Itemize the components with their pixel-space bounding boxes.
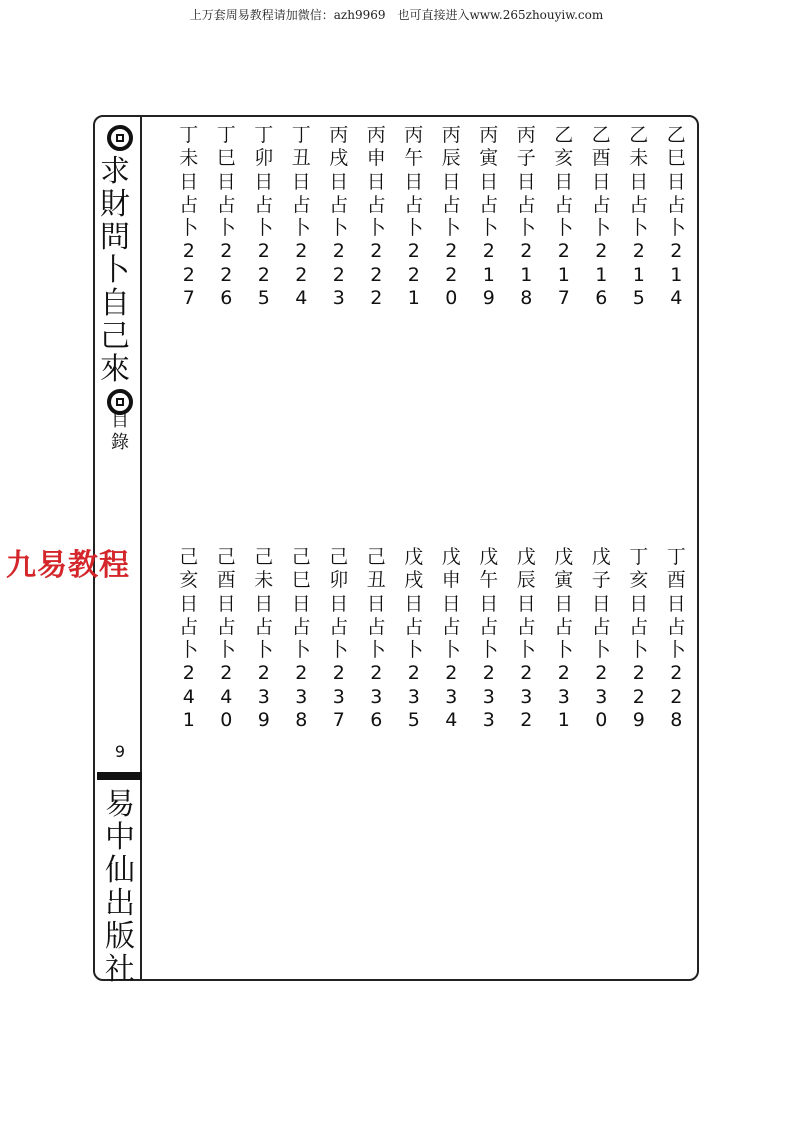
toc-entry[interactable]: 戊 戌 日 占 卜 2 3 5 <box>404 546 424 732</box>
toc-entry[interactable]: 己 未 日 占 卜 2 3 9 <box>254 546 274 732</box>
toc-entry[interactable]: 丙 寅 日 占 卜 2 1 9 <box>479 124 499 310</box>
title-char: 求 <box>100 154 130 189</box>
toc-entry[interactable]: 己 卯 日 占 卜 2 3 7 <box>329 546 349 732</box>
publisher-char: 出 <box>105 886 135 921</box>
toc-entry[interactable]: 己 巳 日 占 卜 2 3 8 <box>291 546 311 732</box>
toc-entry[interactable]: 戊 寅 日 占 卜 2 3 1 <box>554 546 574 732</box>
subtitle-char: 錄 <box>111 432 129 453</box>
toc-entry[interactable]: 丙 午 日 占 卜 2 2 1 <box>404 124 424 310</box>
publisher-char: 社 <box>105 952 135 987</box>
section-label <box>100 410 140 454</box>
divider-bar <box>97 772 142 780</box>
toc-entry[interactable]: 丁 酉 日 占 卜 2 2 8 <box>666 546 686 732</box>
publisher-name <box>100 788 140 986</box>
subtitle-char: 目 <box>111 410 129 431</box>
page-number: 9 <box>114 742 126 761</box>
toc-bottom-block <box>170 546 695 732</box>
title-char: 問 <box>100 220 130 255</box>
publisher-char: 易 <box>105 787 135 822</box>
toc-entry[interactable]: 己 酉 日 占 卜 2 4 0 <box>216 546 236 732</box>
toc-entry[interactable]: 丁 巳 日 占 卜 2 2 6 <box>216 124 236 310</box>
title-char: 財 <box>100 187 130 222</box>
title-char: 卜 <box>100 253 130 288</box>
toc-entry[interactable]: 戊 午 日 占 卜 2 3 3 <box>479 546 499 732</box>
toc-entry[interactable]: 己 丑 日 占 卜 2 3 6 <box>366 546 386 732</box>
toc-entry[interactable]: 乙 巳 日 占 卜 2 1 4 <box>666 124 686 310</box>
title-char: 自 <box>100 286 130 321</box>
toc-entry[interactable]: 乙 亥 日 占 卜 2 1 7 <box>554 124 574 310</box>
toc-entry[interactable]: 丙 子 日 占 卜 2 1 8 <box>516 124 536 310</box>
coin-icon <box>107 125 133 151</box>
toc-entry[interactable]: 乙 酉 日 占 卜 2 1 6 <box>591 124 611 310</box>
toc-entry[interactable]: 戊 子 日 占 卜 2 3 0 <box>591 546 611 732</box>
toc-entry[interactable]: 乙 未 日 占 卜 2 1 5 <box>629 124 649 310</box>
toc-entry[interactable]: 丁 亥 日 占 卜 2 2 9 <box>629 546 649 732</box>
toc-top-block <box>170 124 695 310</box>
watermark-logo: 九易教程 <box>6 548 130 583</box>
title-char: 己 <box>100 319 130 354</box>
publisher-char: 版 <box>105 919 135 954</box>
toc-entry[interactable]: 己 亥 日 占 卜 2 4 1 <box>179 546 199 732</box>
page-header-notice: 上万套周易教程请加微信：azh9969 也可直接进入www.265zhouyiw.com <box>189 8 604 22</box>
book-title <box>100 122 140 419</box>
book-title-text <box>100 155 140 386</box>
toc-entry[interactable]: 丙 戌 日 占 卜 2 2 3 <box>329 124 349 310</box>
toc-entry[interactable]: 丙 辰 日 占 卜 2 2 0 <box>441 124 461 310</box>
toc-entry[interactable]: 戊 申 日 占 卜 2 3 4 <box>441 546 461 732</box>
publisher-char: 中 <box>105 820 135 855</box>
toc-entry[interactable]: 丁 卯 日 占 卜 2 2 5 <box>254 124 274 310</box>
toc-entry[interactable]: 丁 丑 日 占 卜 2 2 4 <box>291 124 311 310</box>
toc-entry[interactable]: 戊 辰 日 占 卜 2 3 2 <box>516 546 536 732</box>
toc-entry[interactable]: 丁 未 日 占 卜 2 2 7 <box>179 124 199 310</box>
publisher-char: 仙 <box>105 853 135 888</box>
title-char: 來 <box>100 352 130 387</box>
toc-entry[interactable]: 丙 申 日 占 卜 2 2 2 <box>366 124 386 310</box>
